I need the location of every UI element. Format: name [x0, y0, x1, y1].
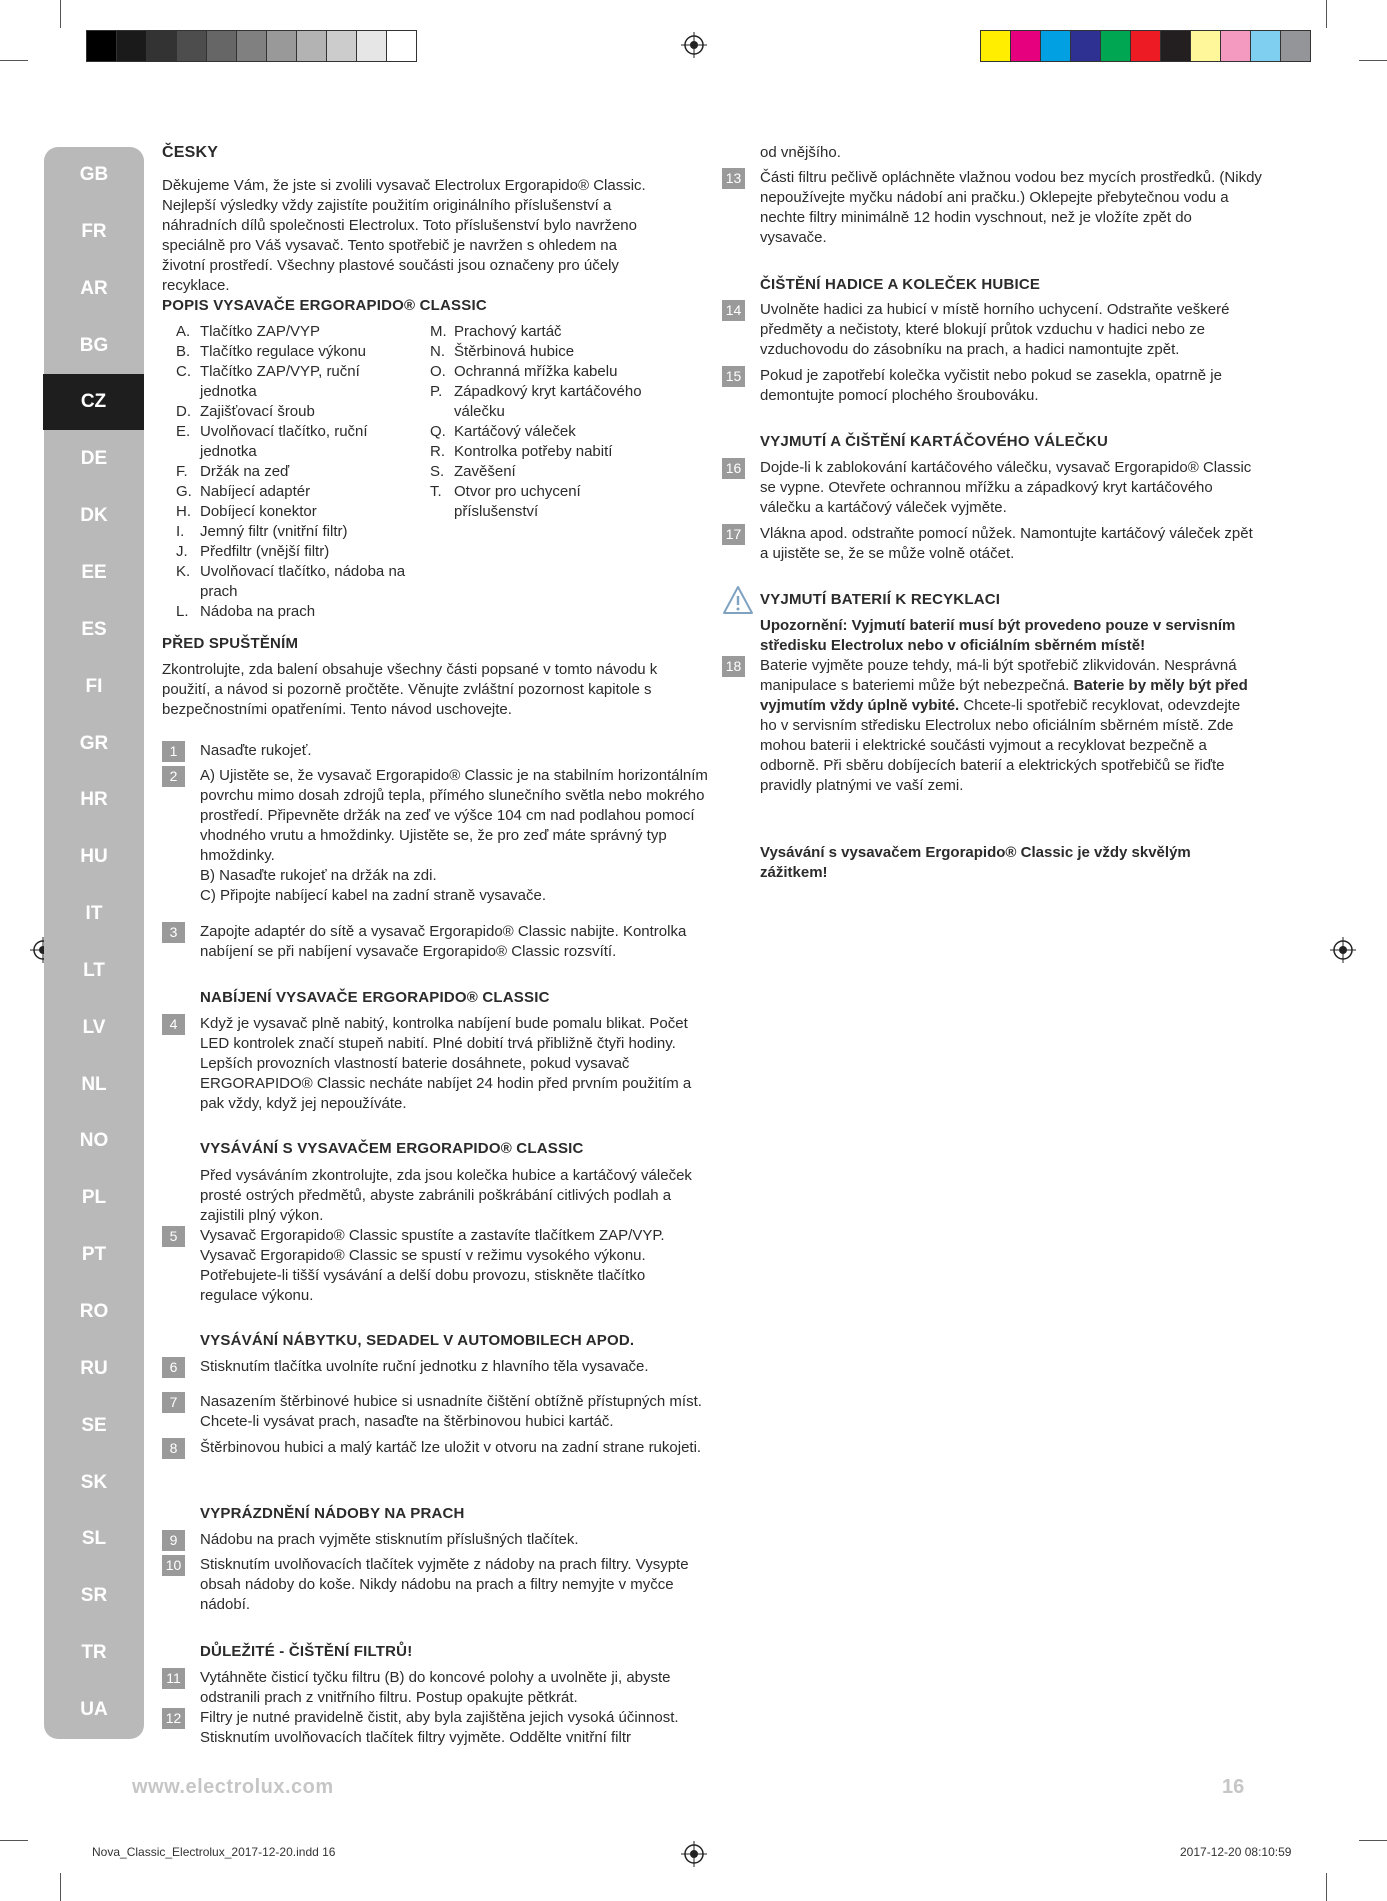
- part-label: Uvolňovací tlačítko, ruční jednotka: [200, 423, 368, 460]
- part-label: Tlačítko ZAP/VYP: [200, 323, 321, 340]
- part-label: Zavěšení: [454, 463, 516, 480]
- part-label: Kontrolka potřeby nabití: [454, 443, 613, 460]
- warning-icon: [722, 585, 754, 615]
- language-tab-sk[interactable]: SK: [80, 1471, 108, 1493]
- color-swatch: [327, 31, 357, 61]
- language-tab-ua[interactable]: UA: [80, 1698, 108, 1720]
- part-item: [416, 382, 666, 422]
- part-letter: H.: [176, 503, 191, 520]
- color-swatch: [147, 31, 177, 61]
- step-text: Štěrbinovou hubici a malý kartáč lze uložit v otvoru na zadní strane rukojeti.: [200, 1439, 702, 1456]
- part-label: Prachový kartáč: [454, 323, 562, 340]
- language-tab-no[interactable]: NO: [79, 1130, 109, 1152]
- step-number: 5: [162, 1226, 185, 1247]
- step-number: 1: [162, 741, 185, 762]
- step-text: Vysavač Ergorapido® Classic spustíte a zastavíte tlačítkem ZAP/VYP. Vysavač Ergorapido® Classic se spustí v režimu vysokého výkonu. Potřebujete-li tišší vysávání a delší dobu provozu, stiskněte tlačítko regulace výkonu.: [200, 1227, 665, 1304]
- part-item: [416, 342, 666, 362]
- part-label: Ochranná mřížka kabelu: [454, 363, 618, 380]
- footer-url: www.electrolux.com: [132, 1776, 334, 1798]
- crop-mark: [0, 60, 28, 61]
- color-swatch: [207, 31, 237, 61]
- brush-roll-heading: VYJMUTÍ A ČIŠTĚNÍ KARTÁČOVÉHO VÁLEČKU: [760, 433, 1108, 450]
- language-tab-ee[interactable]: EE: [81, 561, 107, 583]
- step-number: 15: [722, 366, 745, 387]
- step-number: 8: [162, 1438, 185, 1459]
- language-tab-bar: [44, 147, 144, 1739]
- crop-mark: [60, 0, 61, 28]
- slug-filename: Nova_Classic_Electrolux_2017-12-20.indd 16: [92, 1845, 336, 1859]
- language-tab-tr[interactable]: TR: [81, 1642, 107, 1664]
- crop-mark: [1359, 1840, 1387, 1841]
- step-number: 2: [162, 766, 185, 787]
- step-text: Zapojte adaptér do sítě a vysavač Ergorapido® Classic nabijte. Kontrolka nabíjení se při nabíjení vysavače Ergorapido® Classic rozsvítí.: [200, 923, 687, 960]
- language-tab-lt[interactable]: LT: [83, 959, 105, 981]
- battery-warning: Upozornění: Vyjmutí baterií musí být provedeno pouze v servisním středisku Electrolux nebo v oficiálním sběrném místě!: [760, 617, 1236, 654]
- part-label: Tlačítko regulace výkonu: [200, 343, 366, 360]
- part-letter: O.: [430, 363, 446, 380]
- step-number: 10: [162, 1555, 185, 1576]
- part-letter: K.: [176, 563, 191, 580]
- color-swatch: [387, 31, 416, 61]
- part-label: Západkový kryt kartáčového válečku: [454, 383, 642, 420]
- filter-cleaning-heading: DŮLEŽITÉ - ČIŠTĚNÍ FILTRŮ!: [200, 1643, 413, 1660]
- part-label: Štěrbinová hubice: [454, 343, 575, 360]
- part-letter: E.: [176, 423, 191, 440]
- part-item: [416, 462, 666, 482]
- step-number: 3: [162, 922, 185, 943]
- language-tab-nl[interactable]: NL: [81, 1073, 107, 1095]
- color-swatch: [1101, 31, 1131, 61]
- language-tab-dk[interactable]: DK: [80, 505, 108, 527]
- part-item: [162, 402, 418, 422]
- part-letter: B.: [176, 343, 191, 360]
- part-letter: A.: [176, 323, 191, 340]
- parts-heading: POPIS VYSAVAČE ERGORAPIDO® CLASSIC: [162, 297, 487, 314]
- slug-date: 2017-12-20 08:10:59: [1180, 1845, 1292, 1859]
- registration-mark-icon: [681, 1841, 707, 1867]
- part-label: Tlačítko ZAP/VYP, ruční jednotka: [200, 363, 360, 400]
- registration-mark-icon: [1330, 937, 1356, 963]
- crop-mark: [1326, 0, 1327, 28]
- color-swatch: [267, 31, 297, 61]
- step-text: Části filtru pečlivě opláchněte vlažnou vodou bez mycích prostředků. (Nikdy nepoužívejte myčku nádobí ani pračku.) Oklepejte přebytečnou vodu a nechte filtry minimálně 12 hodin vyschnout, než je vložíte zpět do vysavače.: [760, 169, 1262, 246]
- part-letter: F.: [176, 463, 188, 480]
- step-text: A) Ujistěte se, že vysavač Ergorapido® Classic je na stabilním horizontálním povrchu mimo dosah zdrojů tepla, přímého slunečního světla nebo mokrého prostředí. Připevněte držák na zeď ve výšce 104 cm nad podlahou pomocí vhodného vrutu a hmoždinky. Ujistěte se, že pro zeď máte správný typ hmoždinky. B) Nasaďte rukojeť na držák na zdi. C) Připojte nabíjecí kabel na zadní straně vysavače.: [200, 767, 708, 904]
- language-tab-se[interactable]: SE: [81, 1414, 107, 1436]
- color-swatch: [1251, 31, 1281, 61]
- language-tab-sl[interactable]: SL: [81, 1528, 107, 1550]
- before-use-paragraph: Zkontrolujte, zda balení obsahuje všechny části popsané v tomto návodu k použití, a návod si pozorně pročtěte. Věnujte zvláštní pozornost kapitole s bezpečnostními opatřeními. Tento návod uschovejte.: [162, 661, 658, 718]
- part-item: [162, 362, 418, 402]
- step-number: 16: [722, 458, 745, 479]
- part-item: [416, 362, 666, 382]
- part-label: Zajišťovací šroub: [200, 403, 315, 420]
- color-swatch: [1131, 31, 1161, 61]
- language-tab-ru[interactable]: RU: [80, 1357, 108, 1379]
- step-text-bold: Baterie by měly být před vyjmutím vždy úplně vybité.: [760, 677, 1248, 714]
- part-letter: J.: [176, 543, 188, 560]
- part-label: Kartáčový váleček: [454, 423, 576, 440]
- step-number: 13: [722, 168, 745, 189]
- charging-heading: NABÍJENÍ VYSAVAČE ERGORAPIDO® CLASSIC: [200, 989, 550, 1006]
- step-text: Nádobu na prach vyjměte stisknutím příslušných tlačítek.: [200, 1531, 579, 1548]
- step-text: Vlákna apod. odstraňte pomocí nůžek. Namontujte kartáčový váleček zpět a ujistěte se, že se může volně otáčet.: [760, 525, 1253, 562]
- intro-paragraph: Děkujeme Vám, že jste si zvolili vysavač Electrolux Ergorapido® Classic. Nejlepší výsledky vždy zajistíte použitím originálního příslušenství a náhradních dílů společnosti Electrolux. Toto příslušenství bylo navrženo speciálně pro Váš vysavač. Tento spotřebič je navržen s ohledem na životní prostředí. Všechny plastové součásti jsou označeny pro účely recyklace.: [162, 177, 646, 294]
- step-number: 14: [722, 300, 745, 321]
- before-use-heading: PŘED SPUŠTĚNÍM: [162, 635, 299, 652]
- registration-mark-icon: [681, 32, 707, 58]
- part-item: [162, 602, 418, 622]
- part-label: Dobíjecí konektor: [200, 503, 317, 520]
- part-item: [162, 562, 418, 602]
- part-item: [416, 322, 666, 342]
- crop-mark: [60, 1873, 61, 1901]
- part-label: Předfiltr (vnější filtr): [200, 543, 330, 560]
- language-tab-es[interactable]: ES: [81, 618, 107, 640]
- part-label: Otvor pro uchycení příslušenství: [454, 483, 581, 520]
- language-tab-fr[interactable]: FR: [81, 220, 107, 242]
- color-swatch: [357, 31, 387, 61]
- color-swatch: [1221, 31, 1251, 61]
- part-letter: G.: [176, 483, 192, 500]
- parts-list-right: [416, 322, 666, 522]
- color-swatch: [1011, 31, 1041, 61]
- step-number: 18: [722, 656, 745, 677]
- furniture-heading: VYSÁVÁNÍ NÁBYTKU, SEDADEL V AUTOMOBILECH APOD.: [200, 1332, 635, 1349]
- part-item: [162, 422, 418, 462]
- color-swatch: [237, 31, 267, 61]
- color-swatch: [297, 31, 327, 61]
- part-item: [416, 422, 666, 442]
- step-text: Když je vysavač plně nabitý, kontrolka nabíjení bude pomalu blikat. Počet LED kontrolek značí stupeň nabití. Plné dobití trvá přibližně čtyři hodiny. Lepších provozních vlastností baterie dosáhnete, pokud vysavač ERGORAPIDO® Classic necháte nabíjet 24 hodin před prvním použitím a pak vždy, když jej nepoužíváte.: [200, 1015, 692, 1112]
- language-tab-hu[interactable]: HU: [80, 846, 108, 868]
- language-tab-pt[interactable]: PT: [81, 1244, 107, 1266]
- part-letter: Q.: [430, 423, 446, 440]
- part-item: [162, 322, 418, 342]
- language-tab-lv[interactable]: LV: [82, 1016, 106, 1038]
- color-swatch: [87, 31, 117, 61]
- part-item: [162, 482, 418, 502]
- crop-mark: [1326, 1873, 1327, 1901]
- step-text-part: Chcete-li spotřebič recyklovat, odevzdejte ho v servisním středisku Electrolux nebo oficiálním sběrném místě. Zde mohou baterii i elektrické součásti vyjmout a recyklovat bezpečně a odborně. Při sběru dobíjecích baterií a elektrických spotřebičů se řiďte pravidly platnými ve vaší zemi.: [760, 697, 1241, 794]
- language-tab-de[interactable]: DE: [80, 448, 108, 470]
- part-item: [162, 342, 418, 362]
- step-number: 7: [162, 1392, 185, 1413]
- step-number: 6: [162, 1357, 185, 1378]
- step-text: Stisknutím tlačítka uvolníte ruční jednotku z hlavního těla vysavače.: [200, 1358, 649, 1375]
- language-tab-bg[interactable]: BG: [79, 334, 109, 356]
- part-letter: D.: [176, 403, 191, 420]
- part-letter: P.: [430, 383, 443, 400]
- vacuuming-heading: VYSÁVÁNÍ S VYSAVAČEM ERGORAPIDO® CLASSIC: [200, 1140, 584, 1157]
- color-swatch: [1281, 31, 1310, 61]
- step-number: 4: [162, 1014, 185, 1035]
- language-tab-it[interactable]: IT: [85, 903, 103, 925]
- vacuuming-paragraph: Před vysáváním zkontrolujte, zda jsou kolečka hubice a kartáčový váleček prosté ostrých předmětů, abyste zabránili poškrábání citlivých podlah a zajistili plný výkon.: [200, 1167, 692, 1224]
- part-label: Nabíjecí adaptér: [200, 483, 311, 500]
- step-text-part: Baterie vyjměte pouze tehdy, má-li být spotřebič zlikvidován. Nesprávná manipulace s bateriemi může být nebezpečná.: [760, 657, 1237, 694]
- crop-mark: [1359, 60, 1387, 61]
- language-tab-cz[interactable]: CZ: [43, 374, 144, 430]
- part-item: [162, 462, 418, 482]
- language-tab-ar[interactable]: AR: [80, 277, 108, 299]
- step-number: 12: [162, 1708, 185, 1729]
- step-text: Nasazením štěrbinové hubice si usnadníte čištění obtížně přístupných míst. Chcete-li vysávat prach, nasaďte na štěrbinovou hubici kartáč.: [200, 1393, 702, 1430]
- step-number: 11: [162, 1668, 185, 1689]
- battery-heading: VYJMUTÍ BATERIÍ K RECYKLACI: [760, 591, 1001, 608]
- language-tab-gr[interactable]: GR: [79, 732, 109, 754]
- language-tab-fi[interactable]: FI: [85, 675, 103, 697]
- step-number: 17: [722, 524, 745, 545]
- part-item: [416, 442, 666, 462]
- step-text: Pokud je zapotřebí kolečka vyčistit nebo pokud se zasekla, opatrně je demontujte pomocí plochého šroubováku.: [760, 367, 1222, 404]
- continued-text: od vnějšího.: [760, 144, 841, 161]
- step-text: Filtry je nutné pravidelně čistit, aby byla zajištěna jejich vysoká účinnost. Stisknutím uvolňovacích tlačítek filtry vyjměte. Oddělte vnitřní filtr: [200, 1709, 679, 1746]
- language-tab-gb[interactable]: GB: [79, 164, 109, 185]
- part-letter: R.: [430, 443, 445, 460]
- empty-dust-heading: VYPRÁZDNĚNÍ NÁDOBY NA PRACH: [200, 1505, 465, 1522]
- language-tab-sr[interactable]: SR: [80, 1585, 108, 1607]
- language-tab-pl[interactable]: PL: [81, 1187, 107, 1209]
- part-letter: M.: [430, 323, 447, 340]
- part-letter: T.: [430, 483, 442, 500]
- color-swatch: [1041, 31, 1071, 61]
- part-letter: S.: [430, 463, 445, 480]
- part-label: Jemný filtr (vnitřní filtr): [200, 523, 348, 540]
- step-text: Dojde-li k zablokování kartáčového válečku, vysavač Ergorapido® Classic se vypne. Otevřete ochrannou mřížku a západkový kryt kartáčového válečku a kartáčový váleček vyjměte.: [760, 459, 1252, 516]
- page-number: 16: [1222, 1776, 1245, 1798]
- language-tab-ro[interactable]: RO: [79, 1301, 109, 1322]
- color-swatch: [1161, 31, 1191, 61]
- part-letter: N.: [430, 343, 445, 360]
- part-letter: C.: [176, 363, 191, 380]
- step-text: Nasaďte rukojeť.: [200, 742, 312, 759]
- grayscale-color-bar: [86, 30, 417, 62]
- part-item: [416, 482, 666, 522]
- part-item: [162, 522, 418, 542]
- step-number: 9: [162, 1530, 185, 1551]
- step-text: Vytáhněte čisticí tyčku filtru (B) do koncové polohy a uvolněte ji, abyste odstranili prach z vnitřního filtru. Postup opakujte pětkrát.: [200, 1669, 671, 1706]
- step-18: [722, 656, 1262, 796]
- closing-statement: Vysávání s vysavačem Ergorapido® Classic je vždy skvělým zážitkem!: [760, 844, 1191, 881]
- part-label: Nádoba na prach: [200, 603, 316, 620]
- section-title: ČESKY: [162, 144, 219, 161]
- parts-list-left: [162, 322, 418, 622]
- part-label: Držák na zeď: [200, 463, 290, 480]
- step-text: Stisknutím uvolňovacích tlačítek vyjměte z nádoby na prach filtry. Vysypte obsah nádoby do koše. Nikdy nádobu na prach a filtry nemyjte v myčce nádobí.: [200, 1556, 689, 1613]
- color-swatch: [1071, 31, 1101, 61]
- part-item: [162, 502, 418, 522]
- part-item: [162, 542, 418, 562]
- color-swatch: [117, 31, 147, 61]
- language-tab-hr[interactable]: HR: [80, 789, 108, 811]
- step-text: [760, 656, 1260, 796]
- step-text: Uvolněte hadici za hubicí v místě horního uchycení. Odstraňte veškeré předměty a nečistoty, které blokují průtok vzduchu v hadici nebo ze vzduchovodu do zásobníku na prach, a hadici namontujte zpět.: [760, 301, 1230, 358]
- hose-cleaning-heading: ČIŠTĚNÍ HADICE A KOLEČEK HUBICE: [760, 276, 1041, 293]
- color-swatch: [177, 31, 207, 61]
- part-letter: I.: [176, 523, 185, 540]
- process-color-bar: [980, 30, 1311, 62]
- crop-mark: [0, 1840, 28, 1841]
- color-swatch: [1191, 31, 1221, 61]
- color-swatch: [981, 31, 1011, 61]
- part-letter: L.: [176, 603, 189, 620]
- part-label: Uvolňovací tlačítko, nádoba na prach: [200, 563, 406, 600]
